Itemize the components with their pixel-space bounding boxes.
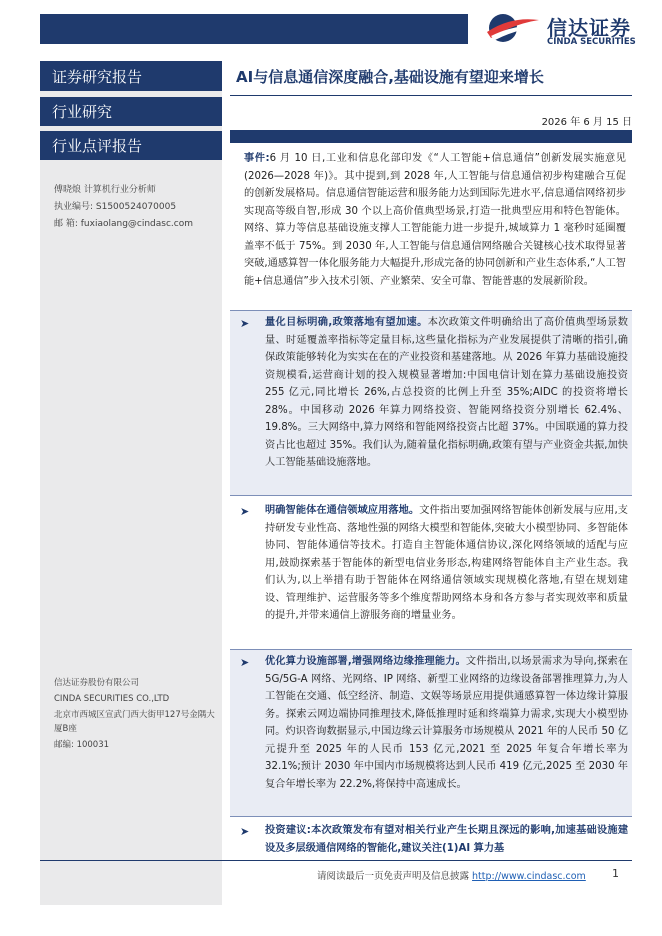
event-lead: 事件: xyxy=(244,153,270,164)
analyst-license: 执业编号: S1500524070005 xyxy=(54,202,177,212)
logo-cn: 信达证券 xyxy=(547,16,631,40)
company-cn: 信达证券股份有限公司 xyxy=(54,678,140,688)
logo xyxy=(483,10,643,50)
footer-rule xyxy=(40,860,632,861)
bullet-2-text: 文件指出要加强网络智能体创新发展与应用,支持研发专业性高、落地性强的网络大模型和智能体,突破大小模型协同、多智能体协同、智能体通信等技术。打造自主智能体通信协议,深化网络领域的适配与应用,鼓励探索基于智能体的新型电信业务形态,构建网络智能体自主产业生态。我们认为,以上举措有助于智能体在网络通信领域实现规模化落地,有望在规划建设、管理维护、运营服务等多个维度帮助网络本身和各方参与者实现效率和质量的提升,并带来通信上游服务商的增量业务。 xyxy=(265,505,628,621)
tag-industry-comment: 行业点评报告 xyxy=(40,131,222,160)
bullet-1-text: 本次政策文件明确给出了高价值典型场景数量、时延覆盖率指标等定量目标,这些量化指标为产业发展提供了清晰的指引,确保政策能够转化为实实在在的产业投资和基建落地。从 2026 年算力基础设施投资规模看,运营商计划的投入规模显著增加:中国电信计划在算力基础设施投资 255 亿元,同比增长 26%,占总投资的比例上升至 35%;AIDC 的投资将增长 28%。中国移动 2026 年算力网络投资、智能网络投资分别增长 62.4%、19.8%。三大网络中,算力网络和智能网络投资占比超 37%。中国联通的算力投资占比也超过 35%。我们认为,随着量化指标明确,政策有望与产业资金共振,加快人工智能基础设施落地。 xyxy=(265,317,628,468)
bullet-3 xyxy=(265,653,628,793)
bullet-3-text: 文件指出,以场景需求为导向,探索在 5G/5G-A 网络、光网络、IP 网络、新型工业网络的边缘设备部署推理算力,为人工智能在交通、低空经济、制造、文娱等场景应用提供通感算智一体边缘计算服务。探索云网边端协同推理技术,降低推理时延和终端算力需求,实现大小模型协同。灼识咨询数据显示,中国边缘云计算服务市场规模从 2021 年的人民币 50 亿元提升至 2025 年的人民币 153 亿元,2021 至 2025 年复合年增长率为 32.1%;预计 2030 年中国内市场规模将达到人民币 419 亿元,2025 至 2030 年复合年增长率为 22.2%,将保持中高速成长。 xyxy=(265,656,628,790)
tag-securities-research: 证券研究报告 xyxy=(40,61,222,91)
bullet-4-text: 本次政策发布有望对相关行业产生长期且深远的影响,加速基础设施建设及多层级通信网络的智能化,建议关注(1)AI 算力基 xyxy=(265,825,629,854)
report-title: AI与信息通信深度融合,基础设施有望迎来增长 xyxy=(236,68,544,86)
footer-disclaimer xyxy=(317,868,586,882)
bullet-3-lead: 优化算力设施部署,增强网络边缘推理能力。 xyxy=(265,656,466,667)
company-postcode: 邮编: 100031 xyxy=(54,740,110,750)
tag-industry-research: 行业研究 xyxy=(40,97,222,126)
company-en: CINDA SECURITIES CO.,LTD xyxy=(54,694,170,704)
bullet-arrow-icon: ➤ xyxy=(240,317,250,330)
bullet-1-lead: 量化目标明确,政策落地有望加速。 xyxy=(265,317,428,328)
bullet-2-lead: 明确智能体在通信领域应用落地。 xyxy=(265,505,420,516)
date-bar xyxy=(230,130,632,143)
footer-text: 请阅读最后一页免责声明及信息披露 xyxy=(317,871,473,882)
bullet-arrow-icon: ➤ xyxy=(240,656,250,669)
page-number: 1 xyxy=(612,867,619,880)
event-paragraph xyxy=(244,150,626,290)
bullet-4-lead: 投资建议: xyxy=(265,825,311,836)
cinda-logo-icon xyxy=(483,12,541,44)
bullet-2 xyxy=(265,502,628,625)
logo-en: CINDA SECURITIES xyxy=(547,37,636,47)
bullet-arrow-icon: ➤ xyxy=(240,825,250,838)
report-date: 2026 年 6 月 15 日 xyxy=(541,117,632,128)
title-rule xyxy=(230,95,632,96)
bullet-1 xyxy=(265,314,628,472)
analyst-name: 傅晓烺 计算机行业分析师 xyxy=(54,185,156,195)
event-text: 6 月 10 日,工业和信息化部印发《“人工智能+信息通信”创新发展实施意见(2026—2028 年)》。其中提到,到 2028 年,人工智能与信息通信初步构建融合互促的创新发展格局。信息通信智能运营和服务能力达到国际先进水平,信息通信网络初步实现高等级自智,形成 30 个以上高价值典型场景,打造一批典型应用和特色智能体。网络、算力等信息基础设施支撑人工智能能力进一步提升,城域算力 1 毫秒时延圈覆盖率不低于 75%。到 2030 年,人工智能与信息通信网络融合关键核心技术取得显著突破,通感算智一体化服务能力大幅提升,形成完备的协同创新和产业生态体系,“人工智能+信息通信”步入技术引领、产业繁荣、安全可靠、智能普惠的发展新阶段。 xyxy=(244,153,626,287)
header-bar xyxy=(40,14,468,44)
bullet-arrow-icon: ➤ xyxy=(240,505,250,518)
company-address: 北京市西城区宣武门西大街甲127号金隅大厦B座 xyxy=(54,710,215,734)
footer-link[interactable]: http://www.cindasc.com xyxy=(472,871,586,882)
analyst-email: 邮 箱: fuxiaolang@cindasc.com xyxy=(54,219,194,229)
bullet-4 xyxy=(265,822,628,857)
